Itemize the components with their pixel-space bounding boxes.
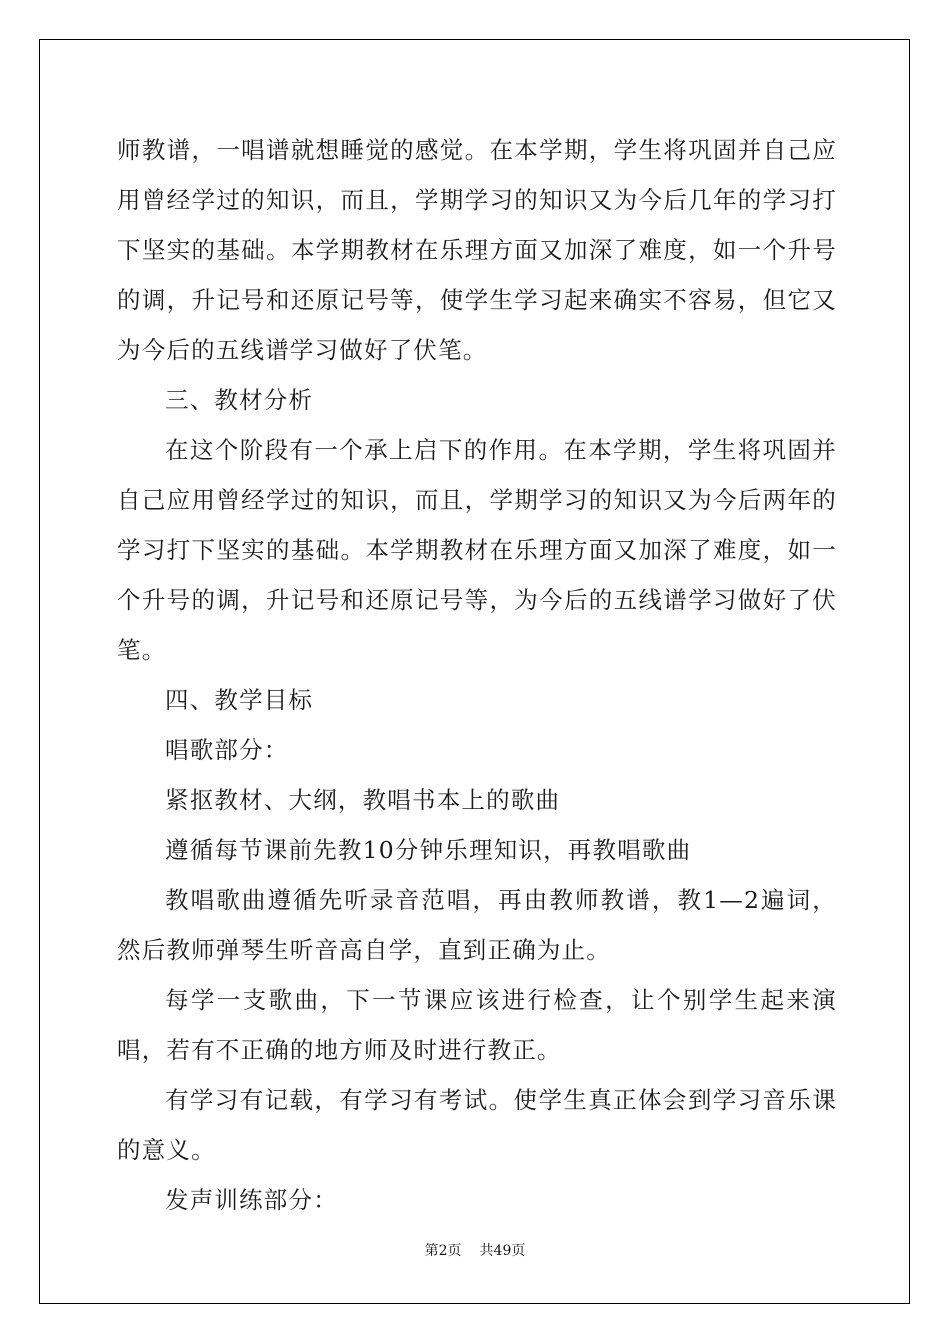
section-heading-3: 三、教材分析 (165, 386, 314, 414)
page-total: 共49页 (479, 1243, 526, 1259)
subheading-singing: 唱歌部分： (165, 736, 289, 764)
section-heading-4: 四、教学目标 (165, 686, 314, 714)
paragraph-2: 在这个阶段有一个承上启下的作用。在本学期，学生将巩固并自己应用曾经学过的知识，而且，学期学习的知识又为今后两年的学习打下坚实的基础。本学期教材在乐理方面又加深了难度，如一个升号的调，升记号和还原记号等，为今后的五线谱学习做好了伏笔。 (117, 436, 837, 664)
paragraph-1: 师教谱，一唱谱就想睡觉的感觉。在本学期，学生将巩固并自己应用曾经学过的知识，而且，学期学习的知识又为今后几年的学习打下坚实的基础。本学期教材在乐理方面又加深了难度，如一个升号的调，升记号和还原记号等，使学生学习起来确实不容易，但它又为今后的五线谱学习做好了伏笔。 (117, 136, 837, 364)
page-number: 第2页 (424, 1243, 462, 1259)
list-item-4: 每学一支歌曲，下一节课应该进行检查，让个别学生起来演唱，若有不正确的地方师及时进行教正。 (117, 986, 837, 1064)
document-body (117, 125, 837, 1225)
page-footer (0, 1240, 950, 1260)
list-item-2: 遵循每节课前先教10分钟乐理知识，再教唱歌曲 (165, 836, 692, 864)
subheading-vocal-training: 发声训练部分： (165, 1186, 338, 1214)
list-item-3: 教唱歌曲遵循先听录音范唱，再由教师教谱，教1—2遍词，然后教师弹琴生听音高自学，直到正确为止。 (117, 886, 837, 964)
list-item-5: 有学习有记载，有学习有考试。使学生真正体会到学习音乐课的意义。 (117, 1086, 837, 1164)
list-item-1: 紧抠教材、大纲，教唱书本上的歌曲 (165, 786, 561, 814)
